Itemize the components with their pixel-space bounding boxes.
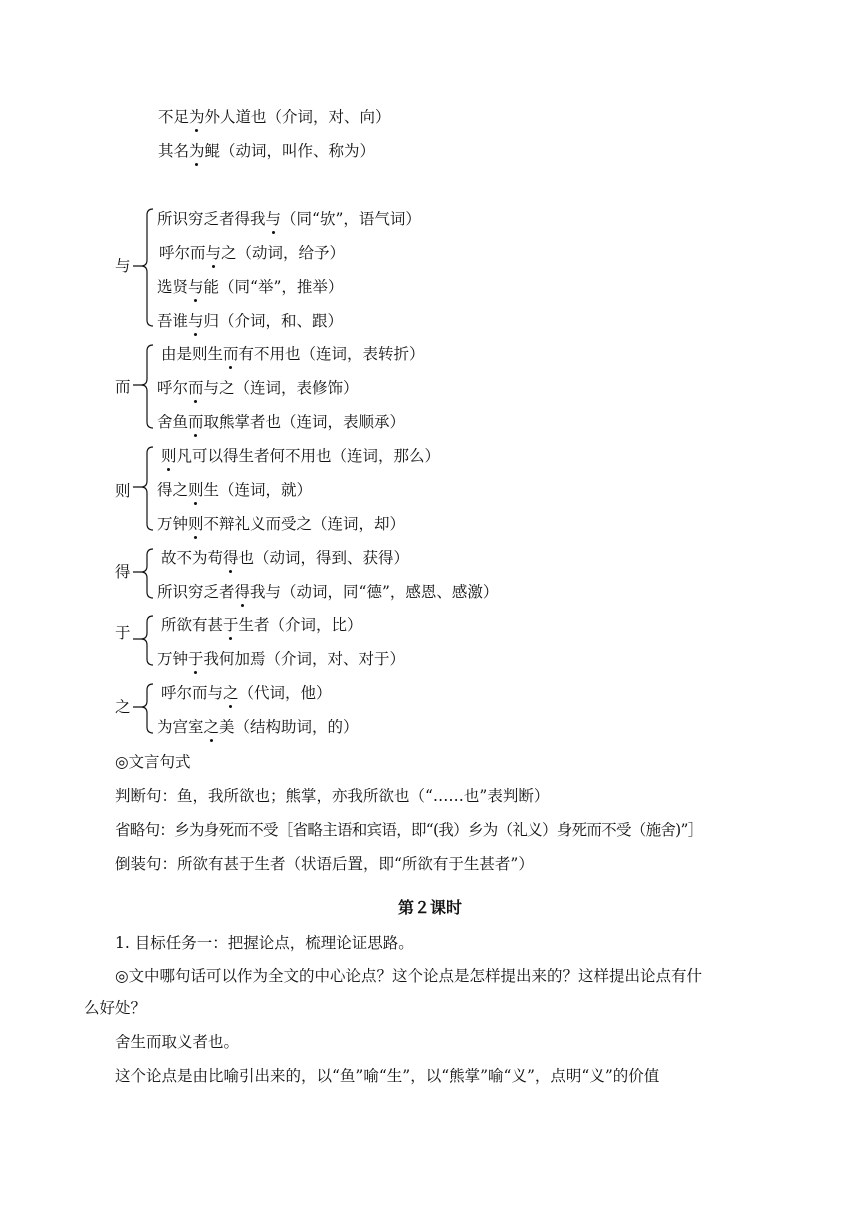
group-item: 则凡可以得生者何不用也（连词，那么） <box>161 447 441 465</box>
task-line: 1. 目标任务一：把握论点，梳理论证思路。 <box>115 934 414 952</box>
example-line: 其名为鲲（动词，叫作、称为） <box>158 142 376 160</box>
emphasis-char: 与 <box>265 210 282 228</box>
group-item: 得之则生（连词，就） <box>157 481 313 499</box>
group-item: 所识穷乏者得我与（动词，同“德”，感恩、感激） <box>157 583 499 601</box>
emphasis-char: 与 <box>188 278 204 296</box>
group-item: 万钟则不辩礼义而受之（连词，却） <box>157 515 406 533</box>
syntax-line: 倒装句：所欲有甚于生者（状语后置，即“所欲有于生甚者”） <box>115 855 534 873</box>
group-item: 选贤与能（同“举”，推举） <box>157 278 344 296</box>
emphasis-char: 与 <box>188 312 204 330</box>
syntax-line: 判断句：鱼，我所欲也；熊掌，亦我所欲也（“……也”表判断） <box>115 787 550 805</box>
question-line: 么好处？ <box>84 999 147 1017</box>
group-head: 之 <box>115 698 131 716</box>
emphasis-char: 与 <box>205 244 222 262</box>
emphasis-char: 而 <box>188 413 204 431</box>
emphasis-char: 之 <box>223 684 239 702</box>
emphasis-char: 于 <box>188 650 204 668</box>
emphasis-char: 则 <box>188 515 204 533</box>
group-item: 呼尔而与之（动词，给予） <box>159 244 346 262</box>
syntax-heading: ◎文言句式 <box>115 753 191 771</box>
group-head: 得 <box>115 563 131 581</box>
emphasis-char: 则 <box>188 481 204 499</box>
section-title: 第２课时 <box>397 898 462 917</box>
group-head: 则 <box>115 482 131 500</box>
emphasis-char: 于 <box>223 616 239 634</box>
group-item: 为宫室之美（结构助词，的） <box>157 718 359 736</box>
emphasis-char: 而 <box>188 379 204 397</box>
emphasis-char: 而 <box>223 345 239 363</box>
emphasis-char: 之 <box>203 718 220 736</box>
emphasis-char: 则 <box>161 447 177 465</box>
group-item: 吾谁与归（介词，和、跟） <box>157 312 344 330</box>
syntax-line: 省略句：乡为身死而不受［省略主语和宾语，即“(我）乡为（礼义）身死而不受（施舍)”］ <box>115 821 703 839</box>
group-item: 舍鱼而取熊掌者也（连词，表顺承） <box>157 413 406 431</box>
group-item: 万钟于我何加焉（介词，对、对于） <box>157 650 406 668</box>
emphasis-char: 为 <box>189 142 205 160</box>
emphasis-char: 得 <box>223 549 239 567</box>
emphasis-char: 为 <box>189 108 205 126</box>
group-item: 所识穷乏者得我与（同“欤”，语气词） <box>157 210 421 228</box>
group-head: 与 <box>115 257 131 275</box>
group-item: 故不为苟得也（动词，得到、获得） <box>161 549 410 567</box>
group-item: 所欲有甚于生者（介词，比） <box>161 616 363 634</box>
explanation-line: 这个论点是由比喻引出来的，以“鱼”喻“生”，以“熊掌”喻“义”，点明“义”的价值 <box>115 1067 660 1085</box>
group-head: 于 <box>115 624 131 642</box>
group-head: 而 <box>115 378 131 396</box>
emphasis-char: 得 <box>234 583 251 601</box>
group-item: 呼尔而与之（连词，表修饰） <box>157 379 359 397</box>
example-line: 不足为外人道也（介词，对、向） <box>158 108 391 126</box>
question-line: ◎文中哪句话可以作为全文的中心论点？这个论点是怎样提出来的？这样提出论点有什 <box>115 967 703 985</box>
answer-line: 舍生而取义者也。 <box>115 1033 240 1051</box>
group-item: 呼尔而与之（代词，他） <box>161 684 332 702</box>
group-item: 由是则生而有不用也（连词，表转折） <box>161 345 425 363</box>
